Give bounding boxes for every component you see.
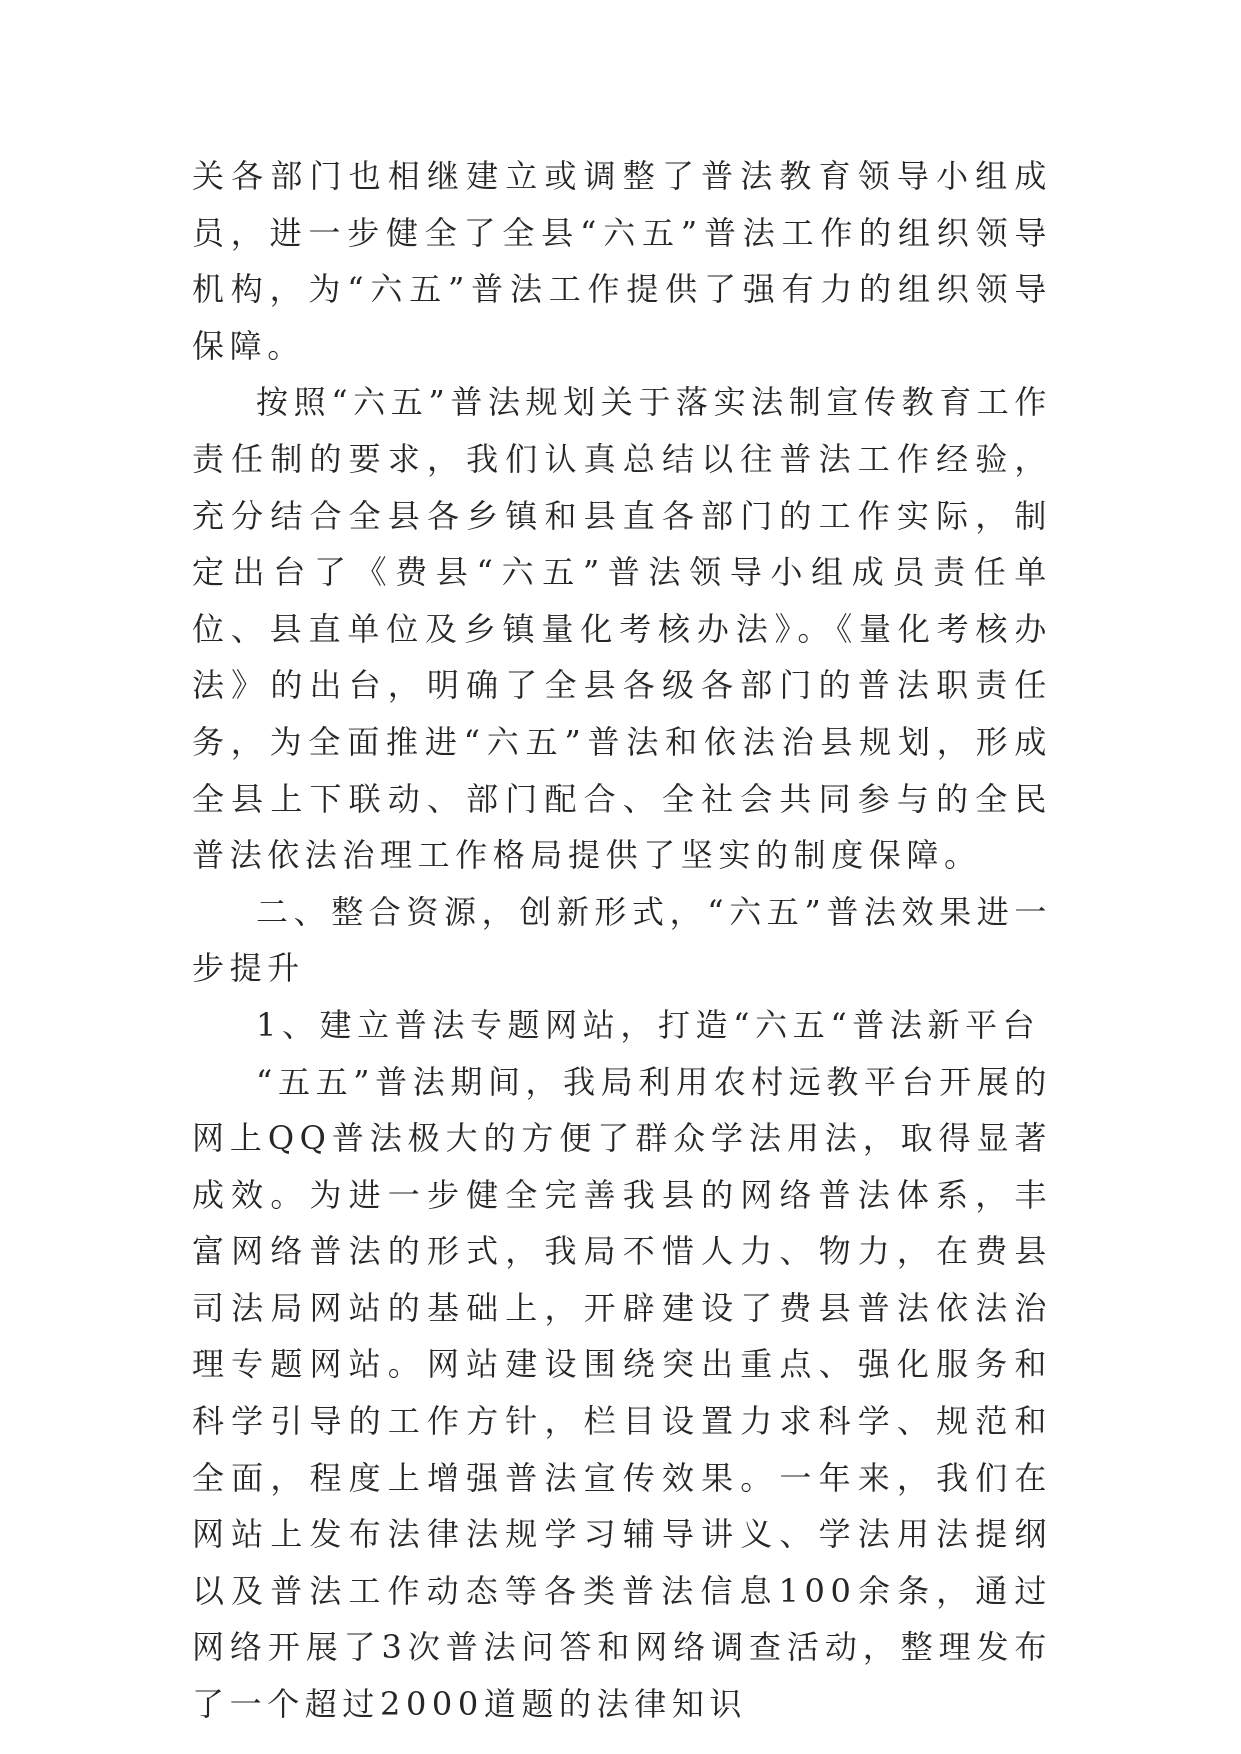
paragraph-1: 关各部门也相继建立或调整了普法教育领导小组成员，进一步健全了全县“六五”普法工作的组织领导机构，为“六五”普法工作提供了强有力的组织领导保障。 (192, 157, 1052, 365)
paragraph-3: “五五”普法期间，我局利用农村远教平台开展的网上QQ普法极大的方便了群众学法用法，取得显著成效。为进一步健全完善我县的网络普法体系，丰富网络普法的形式，我局不惜人力、物力，在费县司法局网站的基础上，开辟建设了费县普法依法治理专题网站。网站建设围绕突出重点、强化服务和科学引导的工作方针，栏目设置力求科学、规范和全面，程度上增强普法宣传效果。一年来，我们在网站上发布法律法规学习辅导讲义、学法用法提纲以及普法工作动态等各类普法信息100余条，通过网络开展了3次普法问答和网络调查活动，整理发布了一个超过2000道题的法律知识 (192, 1062, 1052, 1724)
subsection-heading-1: 1、建立普法专题网站，打造“六五“普法新平台 (256, 1005, 1041, 1044)
paragraph-2: 按照“六五”普法规划关于落实法制宣传教育工作责任制的要求，我们认真总结以往普法工作经验，充分结合全县各乡镇和县直各部门的工作实际，制定出台了《费县“六五”普法领导小组成员责任单位、县直单位及乡镇量化考核办法》。《量化考核办法》的出台，明确了全县各级各部门的普法职责任务，为全面推进“六五”普法和依法治县规划，形成全县上下联动、部门配合、全社会共同参与的全民普法依法治理工作格局提供了坚实的制度保障。 (192, 383, 1052, 875)
document-body (192, 148, 1052, 1733)
section-heading-2: 二、整合资源，创新形式，“六五”普法效果进一步提升 (192, 892, 1052, 988)
